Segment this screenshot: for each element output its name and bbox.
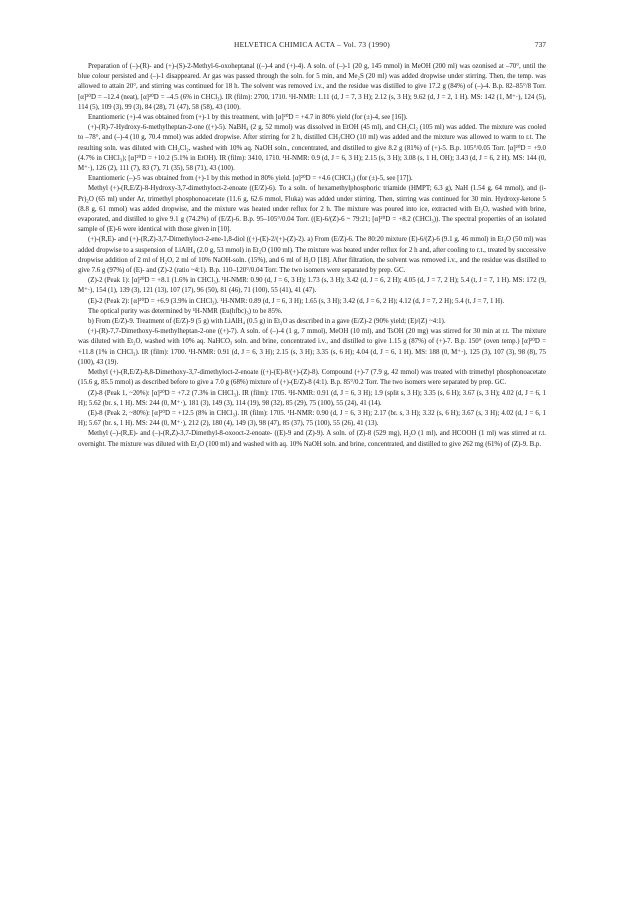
- journal-title: HELVETICA CHIMICA ACTA – Vol. 73 (1990): [233, 40, 391, 49]
- paragraph-z8-peak1: (Z)-8 (Peak 1, ~20%): [α]²⁰D = +7.2 (7.3% in CHCl₃). IR (film): 1705. ¹H-NMR: 0.91 (d, J = 6, 3 H); 1.9 (split s, 3 H); 3.35 (s, 6 H); 3.67 (s, 3 H); 4.02 (d, J = 6, 1 H); 5.62 (br. s, 1 H). MS: 244 (0, M⁺·), 181 (3), 149 (3), 114 (19), 98 (32), 85 (29), 75 (100), 55 (24), 41 (14).: [78, 389, 546, 407]
- journal-page: [78, 40, 546, 450]
- paragraph-enantiomer-4: Enantiomeric (+)-4 was obtained from (+)-1 by this treatment, with [α]²⁰D = +4.7 in 80% yield (for (±)-4, see [16]).: [88, 114, 408, 122]
- running-header: [78, 40, 546, 52]
- paragraph-e2-peak2: (E)-2 (Peak 2): [α]²⁰D = +6.9 (3.9% in CHCl₃). ¹H-NMR: 0.89 (d, J = 6, 3 H); 1.65 (s, 3 H); 3.42 (d, J = 6, 2 H); 4.12 (d, J = 7, 2 H); 5.4 (t, J = 7, 1 H).: [88, 297, 505, 305]
- paragraph-prep-5: (+)-(R)-7-Hydroxy-6-methylheptan-2-one ((+)-5). NaBH₄ (2 g, 52 mmol) was dissolved in EtOH (45 ml), and CH₂Cl₂ (105 ml) was added. The mixture was cooled to –78°, and (–)-4 (10 g, 70.4 mmol) was added dropwise. After stirring for 2 h, distilled CH₃CHO (10 ml) was added and the mixture was allowed to warm to r.t. The resulting soln. was diluted with CH₂Cl₂, washed with 10% aq. NaOH soln., concentrated, and distilled to give 8.2 g (81%) of (+)-5. B.p. 105°/0.05 Torr. [α]²⁰D = +9.0 (4.7% in CHCl₃); [α]²⁰D = +10.2 (5.1% in EtOH). IR (film): 3410, 1710. ¹H-NMR: 0.9 (d, J = 6, 3 H); 2.15 (s, 3 H); 3.08 (s, 1 H, OH); 3.43 (d, J = 6, 2 H). MS: 144 (0, M⁺·), 126 (2), 111 (7), 83 (7), 71 (35), 58 (71), 43 (100).: [78, 124, 546, 173]
- paragraph-prep-2: (+)-(R,E)- and (+)-(R,Z)-3,7-Dimethyloct-2-ene-1,8-diol ((+)-(E)-2/(+)-(Z)-2). a) From (E/Z)-6. The 80:20 mixture (E)-6/(Z)-6 (9.1 g, 46 mmol) in Et₂O (50 ml) was added dropwise to a suspension of LiAlH₄ (2.0 g, 53 mmol) in Et₂O (100 ml). The mixture was heated under reflux for 2 h and, after cooling to r.t., treated by successive dropwise addition of 2 ml of H₂O, 2 ml of 10% NaOH-soln. (15%), and 6 ml of H₂O [18]. After filtration, the solvent was removed i.v., and the residue was distilled to give 7.6 g (97%) of (E)- and (Z)-2 (ratio ~4:1). B.p. 110–120°/0.04 Torr. The two isomers were separated by prep. GC.: [78, 236, 546, 275]
- paragraph-prep-9: Methyl (–)-(R,E)- and (–)-(R,Z)-3,7-Dimethyl-8-oxooct-2-enoate- ((E)-9 and (Z)-9). A soln. of (Z)-8 (529 mg), H₂O (1 ml), and HCOOH (1 ml) was stirred at r.t. overnight. The mixture was diluted with Et₂O (100 ml) and washed with aq. 10% NaOH soln. and brine, concentrated, and distilled to give 262 mg (61%) of (Z)-9. B.p.: [78, 430, 546, 448]
- page-number: 737: [534, 40, 546, 49]
- article-body: [78, 62, 546, 450]
- paragraph-e8-peak2: (E)-8 (Peak 2, ~80%): [α]²⁰D = +12.5 (8% in CHCl₃). IR (film): 1705. ¹H-NMR: 0.90 (d, J = 6, 3 H); 2.17 (br. s, 3 H); 3.32 (s, 6 H); 3.67 (s, 3 H); 4.02 (d, J = 6, 1 H); 5.67 (br. s, 1 H). MS: 244 (0, M⁺·), 212 (2), 180 (4), 149 (3), 98 (47), 85 (37), 75 (100), 55 (26), 41 (13).: [78, 409, 546, 428]
- paragraph-z2-peak1: (Z)-2 (Peak 1): [α]²⁰D = +8.1 (1.6% in CHCl₃). ¹H-NMR: 0.90 (d, J = 6, 3 H); 1.73 (s, 3 H); 3.42 (d, J = 6, 2 H); 4.05 (d, J = 7, 2 H); 5.4 (t, J = 7, 1 H). MS: 172 (9, M⁺·), 154 (1), 139 (3), 121 (13), 107 (17), 96 (50), 81 (46), 71 (100), 55 (41), 41 (47).: [78, 277, 546, 295]
- paragraph-from-9: b) From (E/Z)-9. Treatment of (E/Z)-9 (5 g) with LiAlH₄ (0.5 g) in Et₂O as described in a gave (E/Z)-2 (90% yield; (E)/(Z) ~4:1).: [88, 318, 446, 326]
- paragraph-prep-8: Methyl (+)-(R,E/Z)-8,8-Dimethoxy-3,7-dimethyloct-2-enoate ((+)-(E)-8/(+)-(Z)-8). Compound (+)-7 (7.9 g, 42 mmol) was treated with trimethyl phosphonoacetate (15.6 g, 85.5 mmol) as described before to give a 7.0 g (68%) mixture of (+)-(E/Z)-8 (4:1). B.p. 85°/0.2 Torr. The two isomers were separated by prep. GC.: [78, 369, 546, 387]
- paragraph-prep-7: (+)-(R)-7,7-Dimethoxy-6-methylheptan-2-one ((+)-7). A soln. of (–)-4 (1 g, 7 mmol), MeOH (10 ml), and TsOH (20 mg) was stirred for 30 min at r.t. The mixture was diluted with Et₂O, washed with 10% aq. NaHCO₃ soln. and brine, concentrated i.v., and distilled to give 1.15 g (87%) of (+)-7. B.p. 150° (oven temp.) [α]²⁰D = +11.8 (1% in CHCl₃). IR (film): 1700. ¹H-NMR: 0.91 (d, J = 6, 3 H); 2.15 (s, 3 H); 3.35 (s, 6 H); 4.04 (d, J = 6, 1 H). MS: 188 (0, M⁺·), 125 (3), 107 (3), 98 (8), 75 (100), 43 (19).: [78, 328, 546, 366]
- paragraph-enantiomer-5: Enantiomeric (–)-5 was obtained from (+)-1 by this method in 80% yield. [α]²⁰D = +4.6 (CHCl₃) (for (±)-5, see [17]).: [88, 175, 413, 183]
- paragraph-prep-6: Methyl (+)-(R,E/Z)-8-Hydroxy-3,7-dimethyloct-2-enoate ((E/Z)-6). To a soln. of hexamethylphosphoric triamide (HMPT; 6.3 g), NaH (1.54 g, 64 mmol), and (i-Pr)₂O (65 ml) under Ar, trimethyl phosphonoacetate (11.6 g, 62.6 mmol, Fluka) was added under stirring. Then, stirring was continued for 30 min. Hydroxy-ketone 5 (8.8 g, 61 mmol) was added dropwise, and the mixture was heated under reflux for 2 h. The mixture was poured into ice, extracted with Et₂O, washed with brine, evaporated, and distilled to give 9.1 g (74.2%) of (E/Z)-6. B.p. 95–105°/0.04 Torr. ((E)-6/(Z)-6 ~ 79:21; [α]²⁰D = +8.2 (CHCl₃)). The spectral properties of an isolated sample of (E)-6 were identical with those given in [10].: [78, 185, 546, 234]
- paragraph-optical-purity: The optical purity was determined by ¹H-NMR (Eu(hfbc)₃) to be 85%.: [88, 307, 283, 315]
- paragraph-prep-4: Preparation of (–)-(R)- and (+)-(S)-2-Methyl-6-oxoheptanal ((–)-4 and (+)-4). A soln. of (–)-1 (20 g, 145 mmol) in MeOH (200 ml) was ozonised at –70°, until the blue colour persisted and (–)-1 disappeared. Ar gas was passed through the soln. for 5 min, and Me₂S (20 ml) was added dropwise under stirring. Then, the temp. was allowed to attain 20°, and stirring was continued for 18 h. The solvent was removed i.v., and the residue was distilled to give 17.2 g (84%) of (–)-4. B.p. 82–85°/8 Torr. [α]²⁰D = –12.4 (neat), [α]²⁰D = –4.5 (6% in CHCl₃). IR (film): 2700, 1710. ¹H-NMR: 1.11 (d, J = 7, 3 H); 2.12 (s, 3 H); 9.62 (d, J = 2, 1 H). MS: 142 (1, M⁺·), 124 (5), 114 (5), 109 (3), 99 (3), 84 (28), 71 (47), 58 (58), 43 (100).: [78, 63, 546, 111]
